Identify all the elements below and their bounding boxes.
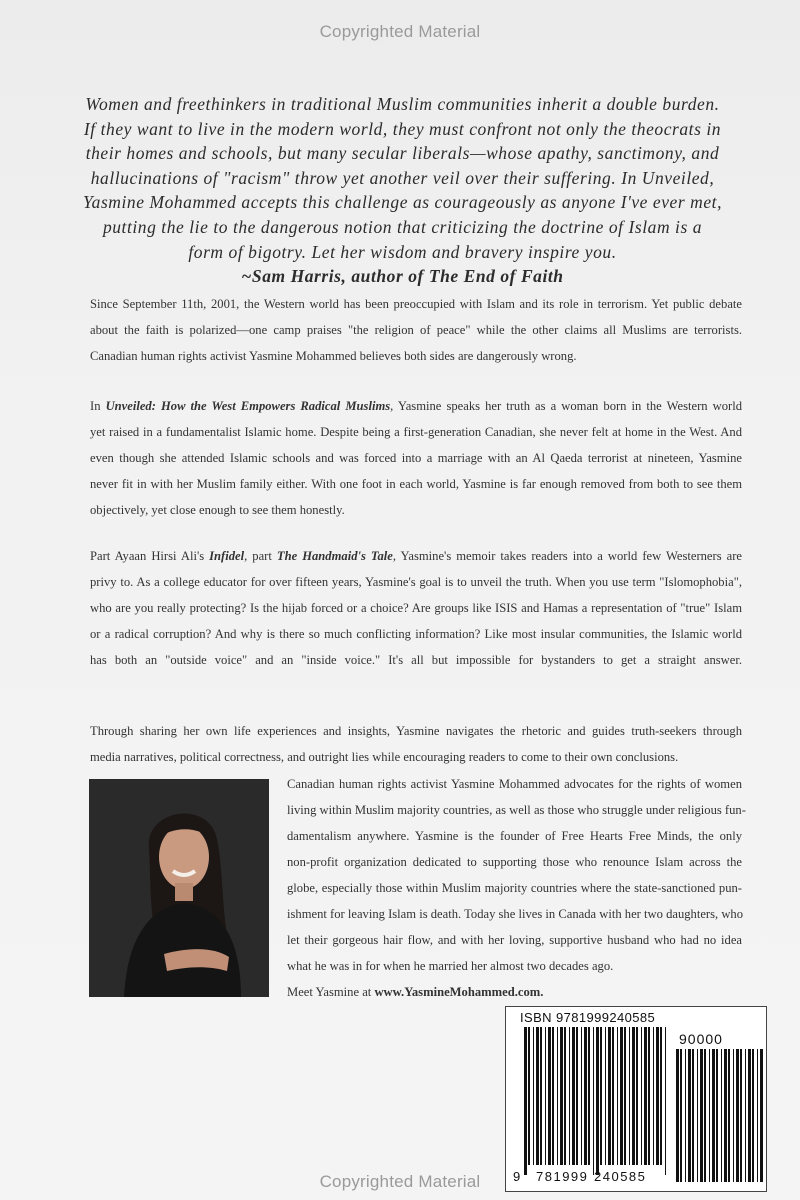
bio-line: what he was in for when he married her almost two decades ago. bbox=[287, 959, 614, 973]
barcode-bar bbox=[757, 1049, 758, 1182]
barcode-bar bbox=[557, 1027, 558, 1165]
endorsement-quote bbox=[80, 92, 725, 289]
barcode-bar bbox=[569, 1027, 570, 1165]
barcode-bar bbox=[572, 1027, 575, 1165]
meet-label: Meet Yasmine at bbox=[287, 985, 375, 999]
barcode-bar bbox=[748, 1049, 751, 1182]
barcode-bar bbox=[760, 1049, 763, 1182]
barcode-bar bbox=[745, 1049, 746, 1182]
paragraph-text: , part bbox=[244, 549, 277, 563]
barcode-bar bbox=[660, 1027, 662, 1165]
barcode-bar bbox=[648, 1027, 650, 1165]
bio-line: globe, especially those within Muslim majority countries where the state-sanctioned pun- bbox=[287, 881, 742, 895]
barcode-digit-group-2: 240585 bbox=[594, 1169, 647, 1184]
barcode-bar bbox=[712, 1049, 715, 1182]
barcode-digit-first: 9 bbox=[513, 1169, 522, 1184]
barcode-bar bbox=[716, 1049, 718, 1182]
paragraph-line bbox=[90, 393, 742, 419]
barcode-bar bbox=[653, 1027, 654, 1165]
barcode-bar bbox=[596, 1027, 599, 1175]
quote-line: their homes and schools, but many secular liberals—whose apathy, sanctimony, and bbox=[85, 143, 720, 164]
barcode-bar bbox=[688, 1049, 691, 1182]
paragraph-line: yet raised in a fundamentalist Islamic home. Despite being a first-generation Canadian, she never felt at home in the West. And bbox=[90, 425, 742, 439]
barcode-bar bbox=[617, 1027, 618, 1165]
paragraph-line: objectively, yet close enough to see them honestly. bbox=[90, 503, 345, 517]
barcode-bar bbox=[656, 1027, 659, 1165]
barcode-bar bbox=[692, 1049, 694, 1182]
barcode-bar bbox=[581, 1027, 582, 1165]
barcode-bar bbox=[728, 1049, 730, 1182]
paragraph-line: who are you really protecting? Is the hijab forced or a choice? Are groups like ISIS and Hamas a representation of "true" Islam bbox=[90, 601, 742, 615]
barcode-bars bbox=[506, 1007, 768, 1193]
author-website-link[interactable]: www.YasmineMohammed.com. bbox=[374, 985, 544, 999]
description-paragraph-4 bbox=[90, 718, 742, 770]
barcode-bar bbox=[540, 1027, 542, 1165]
barcode-bar bbox=[721, 1049, 722, 1182]
barcode-bar bbox=[736, 1049, 739, 1182]
barcode-bar bbox=[629, 1027, 630, 1165]
isbn-barcode bbox=[505, 1006, 767, 1192]
isbn-label: ISBN 9781999240585 bbox=[520, 1010, 656, 1025]
copyright-watermark-bottom: Copyrighted Material bbox=[319, 1172, 481, 1191]
paragraph-text: Part Ayaan Hirsi Ali's bbox=[90, 549, 210, 563]
barcode-bar bbox=[700, 1049, 703, 1182]
quote-line: hallucinations of "racism" throw yet another veil over their suffering. In Unveiled, bbox=[90, 167, 715, 188]
quote-attribution: ~Sam Harris, author of The End of Faith bbox=[241, 266, 564, 287]
barcode-bar bbox=[752, 1049, 754, 1182]
description-paragraph-3 bbox=[90, 543, 742, 673]
bio-line: damentalism anywhere. Yasmine is the founder of Free Hearts Free Minds, the only bbox=[287, 829, 742, 843]
paragraph-line: about the faith is polarized—one camp praises "the religion of peace" while the other claims all Muslims are terrorists. bbox=[90, 323, 742, 337]
quote-line: putting the lie to the dangerous notion that criticizing the doctrine of Islam is a bbox=[102, 216, 703, 237]
paragraph-text: , Yasmine's memoir takes readers into a world few Westerners are bbox=[392, 549, 743, 563]
paragraph-line: never fit in with her Muslim family either. With one foot in each world, Yasmine is far enough removed from both to see them bbox=[90, 477, 742, 491]
quote-line: Women and freethinkers in traditional Muslim communities inherit a double burden. bbox=[85, 94, 720, 114]
paragraph-text: , Yasmine speaks her truth as a woman born in the Western world bbox=[390, 399, 742, 413]
barcode-bar bbox=[724, 1049, 727, 1182]
book-title-handmaids-tale: The Handmaid's Tale bbox=[276, 549, 393, 563]
bio-line: ishment for leaving Islam is death. Today she lives in Canada with her two daughters, who bbox=[287, 907, 744, 921]
barcode-bar bbox=[612, 1027, 614, 1165]
barcode-bar bbox=[709, 1049, 710, 1182]
barcode-bar bbox=[624, 1027, 626, 1165]
barcode-bar bbox=[665, 1027, 666, 1175]
bio-line: let their gorgeous hair flow, and with her loving, supportive husband who had no idea bbox=[287, 933, 742, 947]
barcode-bar bbox=[524, 1027, 527, 1175]
paragraph-line: privy to. As a college educator for over fifteen years, Yasmine's goal is to unveil the truth. When you use term "Islomophobia", bbox=[90, 575, 742, 589]
paragraph-line bbox=[90, 543, 742, 569]
paragraph-line: media narratives, political correctness, and outright lies while encouraging readers to come to their own conclusions. bbox=[90, 750, 679, 764]
barcode-bar bbox=[564, 1027, 566, 1165]
book-title-infidel: Infidel bbox=[209, 549, 245, 563]
bio-website-line bbox=[287, 979, 742, 1005]
paragraph-line: even though she attended Islamic schools and was forced into a marriage with an Al Qaeda terrorist at nineteen, Yasmine bbox=[90, 451, 742, 465]
barcode-bar bbox=[740, 1049, 742, 1182]
book-title: Unveiled: How the West Empowers Radical Muslims bbox=[105, 399, 391, 413]
description-paragraph-2 bbox=[90, 393, 742, 523]
barcode-bar bbox=[560, 1027, 563, 1165]
paragraph-intro: In bbox=[90, 399, 106, 413]
quote-line: If they want to live in the modern world, they must confront not only the theocrats in bbox=[83, 118, 722, 139]
barcode-bar bbox=[593, 1027, 594, 1175]
barcode-bar bbox=[644, 1027, 647, 1165]
quote-line: Yasmine Mohammed accepts this challenge as courageously as anyone I've ever met, bbox=[82, 192, 723, 213]
bio-line: non-profit organization dedicated to supporting those who renounce Islam across the bbox=[287, 855, 742, 869]
barcode-bar bbox=[685, 1049, 686, 1182]
paragraph-line: has both an "outside voice" and an "inside voice." It's all but impossible for bystanders to get a straight answer. bbox=[90, 653, 742, 667]
bio-line: Canadian human rights activist Yasmine Mohammed advocates for the rights of women bbox=[287, 777, 742, 791]
author-bio bbox=[287, 771, 746, 1005]
barcode-digit-group-1: 781999 bbox=[536, 1169, 589, 1184]
quote-line: form of bigotry. Let her wisdom and bravery inspire you. bbox=[188, 241, 617, 262]
copyright-watermark-top: Copyrighted Material bbox=[319, 22, 481, 41]
barcode-bar bbox=[528, 1027, 530, 1165]
barcode-bar bbox=[680, 1049, 682, 1182]
barcode-bar bbox=[704, 1049, 706, 1182]
barcode-bar bbox=[636, 1027, 638, 1165]
barcode-bar bbox=[600, 1027, 602, 1165]
barcode-bar bbox=[676, 1049, 679, 1182]
author-portrait-illustration bbox=[89, 779, 269, 997]
barcode-bar bbox=[536, 1027, 539, 1165]
barcode-bar bbox=[632, 1027, 635, 1165]
barcode-bar bbox=[605, 1027, 606, 1165]
paragraph-line: Canadian human rights activist Yasmine Mohammed believes both sides are dangerously wrong. bbox=[90, 349, 577, 363]
barcode-bar bbox=[533, 1027, 534, 1165]
barcode-bar bbox=[576, 1027, 578, 1165]
barcode-bar bbox=[588, 1027, 590, 1165]
barcode-bar bbox=[548, 1027, 551, 1165]
paragraph-line: or a radical corruption? And why is there so much conflicting information? Like most insular communities, the Islamic world bbox=[90, 627, 742, 641]
price-code: 90000 bbox=[679, 1031, 723, 1047]
barcode-bar bbox=[641, 1027, 642, 1165]
barcode-bar bbox=[733, 1049, 734, 1182]
barcode-bar bbox=[552, 1027, 554, 1165]
barcode-bar bbox=[584, 1027, 587, 1165]
barcode-bar bbox=[545, 1027, 546, 1165]
bio-line: living within Muslim majority countries, as well as those who struggle under religious fun- bbox=[287, 803, 746, 817]
barcode-bar bbox=[697, 1049, 698, 1182]
description-paragraph-1 bbox=[90, 291, 742, 369]
paragraph-line: Since September 11th, 2001, the Western world has been preoccupied with Islam and its role in terrorism. Yet public debate bbox=[90, 297, 742, 311]
paragraph-line: Through sharing her own life experiences and insights, Yasmine navigates the rhetoric and guides truth-seekers through bbox=[90, 724, 742, 738]
barcode-bar bbox=[620, 1027, 623, 1165]
barcode-bar bbox=[608, 1027, 611, 1165]
author-photo bbox=[89, 779, 269, 997]
